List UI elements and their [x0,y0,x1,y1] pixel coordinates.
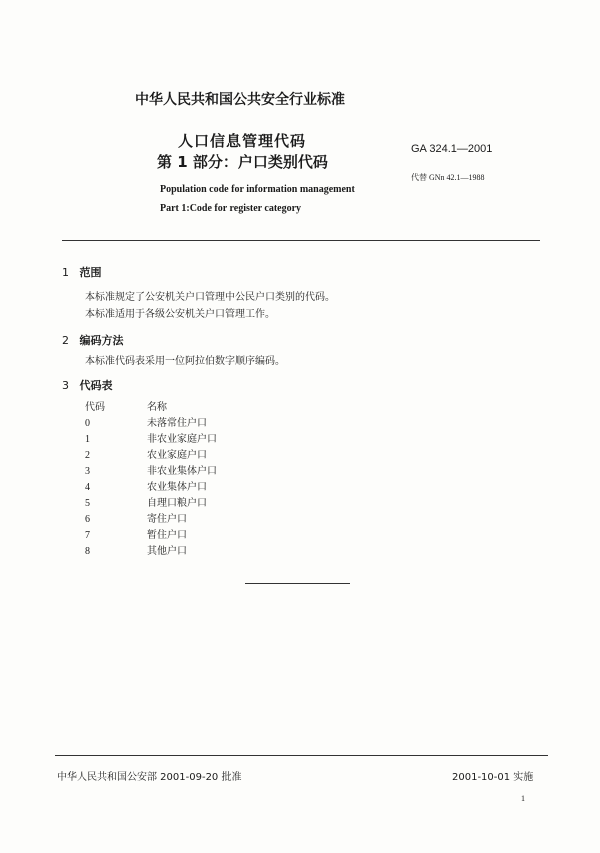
section-title: 范围 [79,266,102,279]
name-cell: 非农业家庭户口 [147,434,217,445]
title-zh-line1: 人口信息管理代码 [178,132,307,150]
page-number: 1 [521,794,525,803]
code-cell: 5 [85,498,90,509]
table-row [85,416,405,432]
section-number: 3 [62,379,69,392]
name-cell: 寄住户口 [147,514,187,525]
name-cell: 非农业集体户口 [147,466,217,477]
code-cell: 4 [85,482,90,493]
code-cell: 8 [85,546,90,557]
code-cell: 3 [85,466,90,477]
column-header-code: 代码 [85,402,105,413]
section-title: 编码方法 [79,334,124,347]
table-row [85,480,405,496]
section-title: 代码表 [79,379,113,392]
section-1-heading [62,264,102,280]
section-2-paragraph-1: 本标准代码表采用一位阿拉伯数字顺序编码。 [85,356,285,367]
standard-category: 中华人民共和国公共安全行业标准 [135,92,345,108]
approval-date: 中华人民共和国公安部 2001-09-20 批准 [57,772,242,783]
title-en-line1: Population code for information management [160,184,355,195]
name-cell: 其他户口 [147,546,187,557]
table-header [85,400,405,416]
name-cell: 农业家庭户口 [147,450,207,461]
name-cell: 暂住户口 [147,530,187,541]
section-3-heading [62,377,113,393]
table-row [85,512,405,528]
footer-divider [55,755,548,756]
header-divider [62,240,540,241]
column-header-name: 名称 [147,402,167,413]
code-cell: 6 [85,514,90,525]
effective-date: 2001-10-01 实施 [452,772,534,783]
title-en-line2: Part 1:Code for register category [160,203,302,214]
table-row [85,544,405,560]
name-cell: 自理口粮户口 [147,498,207,509]
name-cell: 农业集体户口 [147,482,207,493]
table-row [85,496,405,512]
title-zh-line2: 第 1 部分：户口类别代码 [157,153,328,171]
replaces-standard: 代替 GNn 42.1—1988 [411,173,485,182]
section-number: 1 [62,266,69,279]
section-1-paragraph-1: 本标准规定了公安机关户口管理中公民户口类别的代码。 [85,292,335,303]
code-cell: 1 [85,434,90,445]
code-cell: 7 [85,530,90,541]
table-row [85,432,405,448]
standard-number: GA 324.1—2001 [411,143,493,155]
section-1-paragraph-2: 本标准适用于各级公安机关户口管理工作。 [85,309,275,320]
code-cell: 2 [85,450,90,461]
table-row [85,528,405,544]
code-cell: 0 [85,418,90,429]
end-rule [245,583,350,584]
name-cell: 未落常住户口 [147,418,207,429]
table-row [85,464,405,480]
section-2-heading [62,332,124,348]
table-row [85,448,405,464]
section-number: 2 [62,334,69,347]
